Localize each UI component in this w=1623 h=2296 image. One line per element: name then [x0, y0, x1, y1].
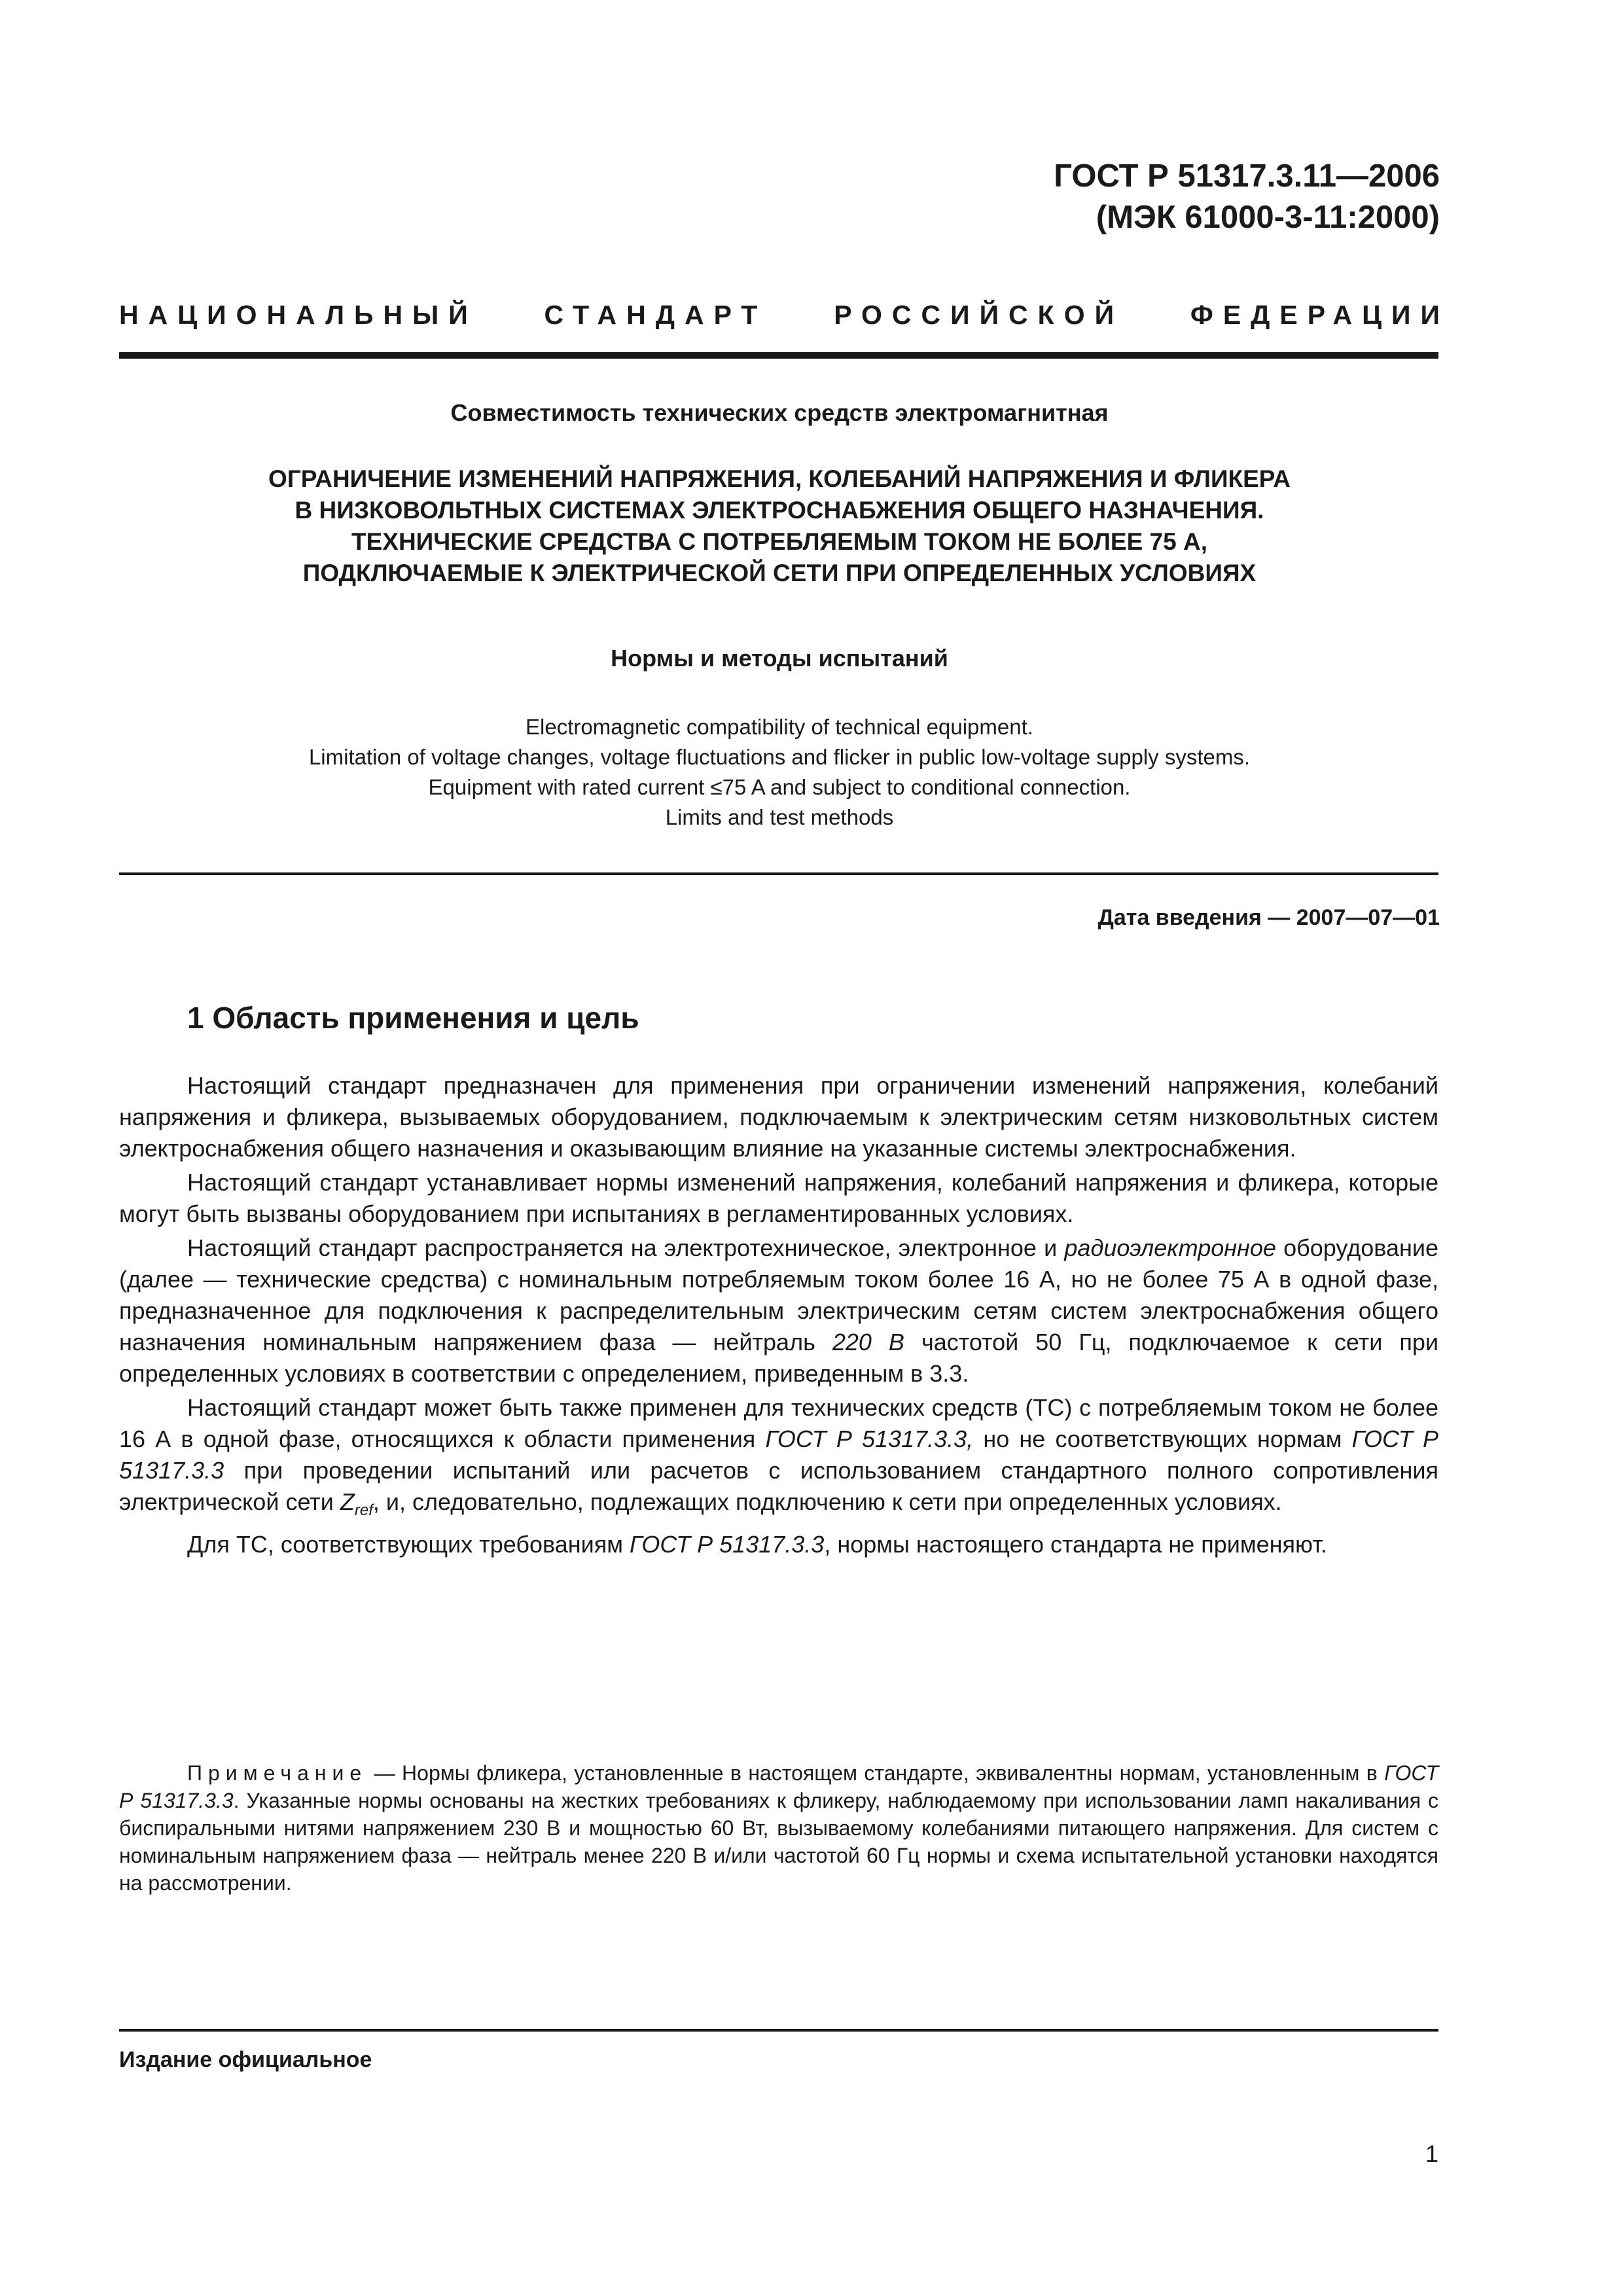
- italic-term: радиоэлектронное: [1064, 1234, 1276, 1261]
- text-run: , и, следовательно, подлежащих подключению к сети при определенных условиях.: [372, 1488, 1282, 1515]
- text-run: но не соответствующих нормам: [973, 1426, 1352, 1452]
- top-divider: [119, 352, 1438, 359]
- text-run: частотой 50 Гц, подключаемое к сети при определенных условиях в соответствии с определением, приведенным в 3.3.: [119, 1329, 1439, 1387]
- english-title-line: Limitation of voltage changes, voltage fluctuations and flicker in public low-voltage supply systems.: [308, 745, 1251, 769]
- paragraph: Настоящий стандарт предназначен для применения при ограничении изменений напряжения, колебаний напряжения и фликера, вызываемых оборудованием, подключаемым к электрическим сетям низковольтных систем электроснабжения общего назначения и оказывающим влияние на указанные системы электроснабжения.: [119, 1072, 1438, 1162]
- main-title: [119, 463, 1440, 589]
- paragraph: Настоящий стандарт устанавливает нормы изменений напряжения, колебаний напряжения и фликера, которые могут быть вызваны оборудованием при испытаниях в регламентированных условиях.: [119, 1169, 1438, 1227]
- text-run: при проведении испытаний или расчетов с использованием стандартного полного сопротивления электрической сети: [119, 1457, 1438, 1515]
- english-title-line: Limits and test methods: [665, 805, 894, 829]
- page-number: 1: [1425, 2140, 1438, 2167]
- main-title-line: ОГРАНИЧЕНИЕ ИЗМЕНЕНИЙ НАПРЯЖЕНИЯ, КОЛЕБАНИЙ НАПРЯЖЕНИЯ И ФЛИКЕРА: [268, 465, 1291, 492]
- banner-word: НАЦИОНАЛЬНЫЙ: [119, 300, 478, 330]
- standard-reference: ГОСТ Р 51317.3.3: [119, 1761, 1438, 1812]
- note-label: Примечание: [187, 1761, 368, 1785]
- impedance-symbol: Z: [340, 1488, 355, 1515]
- main-title-line: ТЕХНИЧЕСКИЕ СРЕДСТВА С ПОТРЕБЛЯЕМЫМ ТОКОМ НЕ БОЛЕЕ 75 А,: [351, 528, 1207, 555]
- main-title-line: В НИЗКОВОЛЬТНЫХ СИСТЕМАХ ЭЛЕКТРОСНАБЖЕНИЯ ОБЩЕГО НАЗНАЧЕНИЯ.: [294, 497, 1264, 524]
- paragraph: [119, 1529, 1438, 1560]
- banner-word: ФЕДЕРАЦИИ: [1190, 300, 1450, 330]
- impedance-subscript: ref: [354, 1501, 373, 1520]
- footer-divider: [119, 2029, 1438, 2032]
- text-run: , нормы настоящего стандарта не применяют.: [824, 1531, 1327, 1558]
- standard-subject: Совместимость технических средств электромагнитная: [450, 399, 1109, 426]
- text-run: Настоящий стандарт может быть также применен для технических средств (ТС) с потребляемым током не более 16 А в одной фазе, относящихся к области применения: [119, 1394, 1438, 1452]
- section-heading: 1 Область применения и цель: [187, 1001, 639, 1035]
- standard-reference: ГОСТ Р 51317.3.3,: [765, 1426, 974, 1452]
- text-run: . Указанные нормы основаны на жестких требованиях к фликеру, наблюдаемому при использовании ламп накаливания с биспиральными нитями напряжением 230 В и мощностью 60 Вт, вызываемому колебаниями питающего напряжения. Для систем с номинальным напряжением фаза — нейтраль менее 220 В и/или частотой 60 Гц нормы и схема испытательной установки находятся на рассмотрении.: [119, 1789, 1439, 1895]
- paragraph: [119, 1392, 1438, 1526]
- banner-word: РОССИЙСКОЙ: [834, 300, 1124, 330]
- introduction-date: Дата введения — 2007—07—01: [1097, 905, 1440, 930]
- english-title-line: Electromagnetic compatibility of technical equipment.: [526, 715, 1033, 739]
- iec-number: (МЭК 61000-3-11:2000): [1096, 200, 1440, 235]
- english-title-line: Equipment with rated current ≤75 A and subject to conditional connection.: [428, 775, 1131, 799]
- banner-word: СТАНДАРТ: [544, 300, 768, 330]
- text-run: — Нормы фликера, установленные в настоящем стандарте, эквивалентны нормам, установленным в: [367, 1761, 1385, 1785]
- text-run: оборудование (далее — технические средства) с номинальным потребляемым током более 16 А, но не более 75 А в одной фазе, предназначенное для подключения к распределительным электрическим сетям систем электроснабжения общего назначения номинальным напряжением фаза — нейтраль: [119, 1234, 1438, 1355]
- italic-voltage: 220 В: [832, 1329, 904, 1355]
- standard-reference: ГОСТ Р 51317.3.3: [629, 1531, 825, 1558]
- note: [119, 1759, 1438, 1897]
- main-title-line: ПОДКЛЮЧАЕМЫЕ К ЭЛЕКТРИЧЕСКОЙ СЕТИ ПРИ ОПРЕДЕЛЕННЫХ УСЛОВИЯХ: [302, 560, 1257, 586]
- section-body: [119, 1070, 1438, 1563]
- title-divider: [119, 872, 1438, 875]
- english-title: [119, 712, 1440, 833]
- text-run: Для ТС, соответствующих требованиям: [187, 1531, 630, 1558]
- national-standard-banner: [119, 300, 1450, 331]
- paragraph: [119, 1232, 1438, 1390]
- edition-label: Издание официальное: [119, 2047, 372, 2072]
- document-designation: [1054, 156, 1440, 238]
- standard-reference: ГОСТ Р 51317.3.3: [119, 1426, 1438, 1484]
- subtitle: Нормы и методы испытаний: [611, 645, 948, 672]
- text-run: Настоящий стандарт распространяется на электротехническое, электронное и: [187, 1234, 1065, 1261]
- gost-number: ГОСТ Р 51317.3.11—2006: [1054, 158, 1440, 194]
